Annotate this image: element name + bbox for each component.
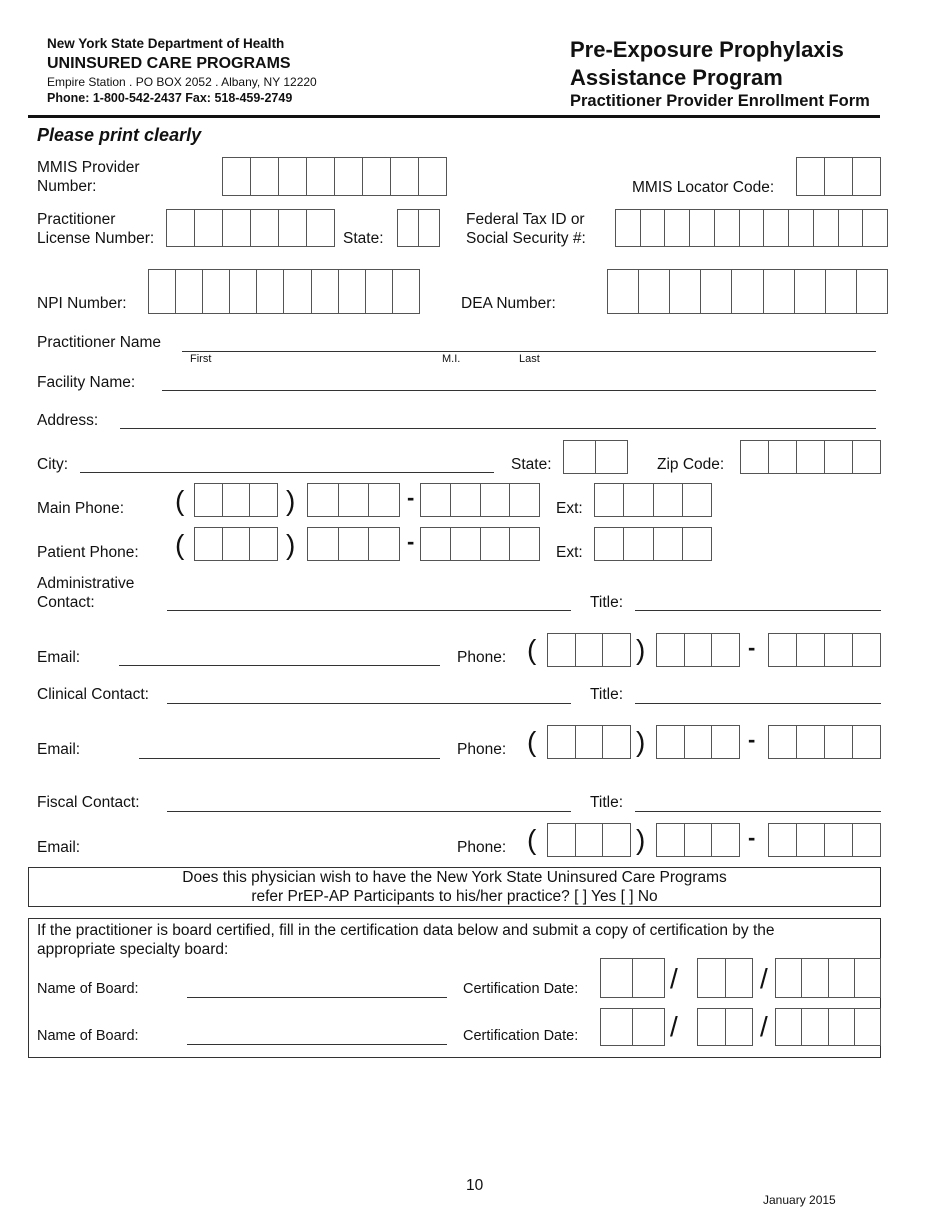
clinical-phone-line-input[interactable] xyxy=(768,725,881,759)
address-input[interactable] xyxy=(120,428,876,429)
char-cell[interactable] xyxy=(839,210,864,246)
main-phone-ext-input[interactable] xyxy=(594,483,712,517)
admin-phone-area-code-input[interactable] xyxy=(547,633,631,667)
tax-id-label-line2: Social Security #: xyxy=(466,230,586,247)
char-cell[interactable] xyxy=(712,824,739,856)
char-cell[interactable] xyxy=(685,726,713,758)
char-cell[interactable] xyxy=(657,824,685,856)
main-phone-prefix-input[interactable] xyxy=(307,483,400,517)
char-cell[interactable] xyxy=(829,1009,855,1045)
char-cell[interactable] xyxy=(825,726,853,758)
char-cell[interactable] xyxy=(548,634,576,666)
char-cell[interactable] xyxy=(715,210,740,246)
char-cell[interactable] xyxy=(548,824,576,856)
char-cell[interactable] xyxy=(279,158,307,195)
char-cell[interactable] xyxy=(167,210,195,246)
referral-question-line2[interactable]: refer PrEP-AP Participants to his/her practice? [ ] Yes [ ] No xyxy=(251,888,658,905)
admin-phone-label: Phone: xyxy=(457,649,507,666)
char-cell[interactable] xyxy=(797,726,825,758)
char-cell[interactable] xyxy=(251,158,279,195)
admin-phone-dash: - xyxy=(748,635,756,660)
char-cell[interactable] xyxy=(769,824,797,856)
mmis-locator-label: MMIS Locator Code: xyxy=(632,179,775,196)
char-cell[interactable] xyxy=(789,210,814,246)
char-cell[interactable] xyxy=(769,634,797,666)
admin-phone-open-paren: ( xyxy=(527,634,537,665)
char-cell[interactable] xyxy=(797,824,825,856)
char-cell[interactable] xyxy=(624,528,653,560)
cert-date-2-slash-b: / xyxy=(760,1011,768,1042)
char-cell[interactable] xyxy=(690,210,715,246)
admin-contact-input[interactable] xyxy=(167,610,571,611)
char-cell[interactable] xyxy=(683,484,711,516)
char-cell[interactable] xyxy=(825,634,853,666)
char-cell[interactable] xyxy=(776,1009,802,1045)
char-cell[interactable] xyxy=(339,528,370,560)
main-phone-dash: - xyxy=(407,485,415,510)
zip-label: Zip Code: xyxy=(657,456,725,473)
char-cell[interactable] xyxy=(855,959,880,997)
char-cell[interactable] xyxy=(419,210,439,246)
clinical-phone-label: Phone: xyxy=(457,741,507,758)
char-cell[interactable] xyxy=(741,441,769,473)
fiscal-phone-close-paren: ) xyxy=(636,824,646,855)
main-phone-label: Main Phone: xyxy=(37,500,125,517)
cert-date-2-year-input[interactable] xyxy=(775,1008,881,1046)
cert-date-2-month-input[interactable] xyxy=(600,1008,665,1046)
char-cell[interactable] xyxy=(712,634,739,666)
char-cell[interactable] xyxy=(776,959,802,997)
char-cell[interactable] xyxy=(451,484,481,516)
mmis-provider-label-line2: Number: xyxy=(37,178,97,195)
char-cell[interactable] xyxy=(451,528,481,560)
org-name: New York State Department of Health xyxy=(47,36,285,51)
char-cell[interactable] xyxy=(203,270,230,313)
fiscal-phone-open-paren: ( xyxy=(527,824,537,855)
main-phone-line-input[interactable] xyxy=(420,483,540,517)
city-input[interactable] xyxy=(80,472,494,473)
first-name-caption: First xyxy=(190,353,212,365)
char-cell[interactable] xyxy=(853,158,880,195)
char-cell[interactable] xyxy=(797,158,825,195)
char-cell[interactable] xyxy=(576,726,604,758)
tax-id-label-line1: Federal Tax ID or xyxy=(466,211,585,228)
fiscal-phone-label: Phone: xyxy=(457,839,507,856)
license-label-line2: License Number: xyxy=(37,230,155,247)
patient-phone-label: Patient Phone: xyxy=(37,544,139,561)
cert-date-1-month-input[interactable] xyxy=(600,958,665,998)
char-cell[interactable] xyxy=(393,270,419,313)
char-cell[interactable] xyxy=(726,959,753,997)
admin-contact-label-line2: Contact: xyxy=(37,594,95,611)
char-cell[interactable] xyxy=(603,824,630,856)
char-cell[interactable] xyxy=(223,210,251,246)
char-cell[interactable] xyxy=(685,824,713,856)
npi-number-input[interactable] xyxy=(148,269,420,314)
fiscal-contact-label: Fiscal Contact: xyxy=(37,794,140,811)
main-phone-area-code-input[interactable] xyxy=(194,483,278,517)
tax-id-input[interactable] xyxy=(615,209,888,247)
char-cell[interactable] xyxy=(421,528,451,560)
char-cell[interactable] xyxy=(814,210,839,246)
header-rule xyxy=(28,115,880,118)
board-name-input-2[interactable] xyxy=(187,1044,447,1045)
fiscal-contact-input[interactable] xyxy=(167,811,571,812)
certification-intro-line2: appropriate specialty board: xyxy=(37,941,229,958)
fiscal-phone-area-code-input[interactable] xyxy=(547,823,631,857)
char-cell[interactable] xyxy=(603,634,630,666)
license-label-line1: Practitioner xyxy=(37,211,116,228)
char-cell[interactable] xyxy=(698,959,726,997)
char-cell[interactable] xyxy=(608,270,639,313)
certification-intro-line1: If the practitioner is board certified, fill in the certification data below and submit a copy of certification by the xyxy=(37,922,775,939)
patient-phone-dash: - xyxy=(407,529,415,554)
char-cell[interactable] xyxy=(419,158,446,195)
board-name-input-1[interactable] xyxy=(187,997,447,998)
admin-contact-label-line1: Administrative xyxy=(37,575,135,592)
char-cell[interactable] xyxy=(510,484,539,516)
form-date: January 2015 xyxy=(763,1193,836,1207)
license-state-label: State: xyxy=(343,230,384,247)
admin-contact-label xyxy=(37,574,134,612)
char-cell[interactable] xyxy=(863,210,887,246)
patient-phone-line-input[interactable] xyxy=(420,527,540,561)
clinical-phone-prefix-input[interactable] xyxy=(656,725,740,759)
char-cell[interactable] xyxy=(398,210,419,246)
char-cell[interactable] xyxy=(683,528,711,560)
char-cell[interactable] xyxy=(670,270,701,313)
char-cell[interactable] xyxy=(826,270,857,313)
mmis-provider-label-line1: MMIS Provider xyxy=(37,159,140,176)
char-cell[interactable] xyxy=(481,484,511,516)
char-cell[interactable] xyxy=(764,210,789,246)
fiscal-phone-line-input[interactable] xyxy=(768,823,881,857)
char-cell[interactable] xyxy=(601,959,633,997)
city-state-input[interactable] xyxy=(563,440,628,474)
char-cell[interactable] xyxy=(223,484,251,516)
city-state-label: State: xyxy=(511,456,552,473)
cert-date-2-slash-a: / xyxy=(670,1011,678,1042)
form-title-line2: Assistance Program xyxy=(570,65,783,90)
main-phone-close-paren: ) xyxy=(286,485,296,516)
board-name-label-1: Name of Board: xyxy=(37,981,139,997)
char-cell[interactable] xyxy=(223,528,251,560)
char-cell[interactable] xyxy=(251,210,279,246)
char-cell[interactable] xyxy=(732,270,763,313)
char-cell[interactable] xyxy=(797,441,825,473)
page-number: 10 xyxy=(466,1177,484,1194)
clinical-phone-area-code-input[interactable] xyxy=(547,725,631,759)
char-cell[interactable] xyxy=(284,270,311,313)
char-cell[interactable] xyxy=(421,484,451,516)
char-cell[interactable] xyxy=(641,210,666,246)
char-cell[interactable] xyxy=(601,1009,633,1045)
print-clearly-note: Please print clearly xyxy=(37,125,202,145)
patient-phone-area-code-input[interactable] xyxy=(194,527,278,561)
admin-title-input[interactable] xyxy=(635,610,881,611)
org-phone-fax: Phone: 1-800-542-2437 Fax: 518-459-2749 xyxy=(47,91,293,105)
admin-email-label: Email: xyxy=(37,649,81,666)
clinical-phone-dash: - xyxy=(748,727,756,752)
middle-initial-caption: M.I. xyxy=(442,353,461,365)
char-cell[interactable] xyxy=(576,634,604,666)
char-cell[interactable] xyxy=(548,726,576,758)
char-cell[interactable] xyxy=(740,210,765,246)
cert-date-1-slash-b: / xyxy=(760,963,768,994)
clinical-title-label: Title: xyxy=(590,686,624,703)
form-subtitle: Practitioner Provider Enrollment Form xyxy=(570,92,870,110)
license-state-input[interactable] xyxy=(397,209,440,247)
clinical-contact-input[interactable] xyxy=(167,703,571,704)
cert-date-label-2: Certification Date: xyxy=(463,1028,579,1044)
admin-title-label: Title: xyxy=(590,594,624,611)
mmis-provider-label xyxy=(37,158,140,196)
char-cell[interactable] xyxy=(257,270,284,313)
char-cell[interactable] xyxy=(802,959,828,997)
char-cell[interactable] xyxy=(335,158,363,195)
char-cell[interactable] xyxy=(795,270,826,313)
clinical-title-input[interactable] xyxy=(635,703,881,704)
char-cell[interactable] xyxy=(616,210,641,246)
char-cell[interactable] xyxy=(769,726,797,758)
char-cell[interactable] xyxy=(825,158,853,195)
dea-number-input[interactable] xyxy=(607,269,888,314)
clinical-phone-close-paren: ) xyxy=(636,726,646,757)
clinical-phone-open-paren: ( xyxy=(527,726,537,757)
char-cell[interactable] xyxy=(853,441,880,473)
char-cell[interactable] xyxy=(564,441,596,473)
char-cell[interactable] xyxy=(701,270,732,313)
char-cell[interactable] xyxy=(698,1009,726,1045)
char-cell[interactable] xyxy=(595,528,624,560)
char-cell[interactable] xyxy=(481,528,511,560)
clinical-email-input[interactable] xyxy=(139,758,440,759)
admin-email-input[interactable] xyxy=(119,665,440,666)
referral-question-box xyxy=(28,867,881,907)
admin-phone-close-paren: ) xyxy=(636,634,646,665)
license-label xyxy=(37,210,154,248)
char-cell[interactable] xyxy=(230,270,257,313)
facility-name-input[interactable] xyxy=(162,390,876,391)
fiscal-title-input[interactable] xyxy=(635,811,881,812)
char-cell[interactable] xyxy=(665,210,690,246)
patient-phone-close-paren: ) xyxy=(286,529,296,560)
char-cell[interactable] xyxy=(369,484,399,516)
cert-date-1-year-input[interactable] xyxy=(775,958,881,998)
clinical-contact-label: Clinical Contact: xyxy=(37,686,149,703)
char-cell[interactable] xyxy=(576,824,604,856)
patient-phone-prefix-input[interactable] xyxy=(307,527,400,561)
char-cell[interactable] xyxy=(369,528,399,560)
char-cell[interactable] xyxy=(363,158,391,195)
cert-date-1-day-input[interactable] xyxy=(697,958,753,998)
char-cell[interactable] xyxy=(307,158,335,195)
char-cell[interactable] xyxy=(510,528,539,560)
mmis-provider-number-input[interactable] xyxy=(222,157,447,196)
cert-date-label-1: Certification Date: xyxy=(463,981,579,997)
char-cell[interactable] xyxy=(308,528,339,560)
char-cell[interactable] xyxy=(195,484,223,516)
mmis-locator-code-input[interactable] xyxy=(796,157,881,196)
char-cell[interactable] xyxy=(825,824,853,856)
char-cell[interactable] xyxy=(624,484,653,516)
char-cell[interactable] xyxy=(312,270,339,313)
license-number-input[interactable] xyxy=(166,209,335,247)
main-phone-open-paren: ( xyxy=(175,485,185,516)
char-cell[interactable] xyxy=(685,634,713,666)
address-label: Address: xyxy=(37,412,99,429)
char-cell[interactable] xyxy=(802,1009,828,1045)
char-cell[interactable] xyxy=(307,210,334,246)
char-cell[interactable] xyxy=(855,1009,880,1045)
program-name: UNINSURED CARE PROGRAMS xyxy=(47,55,291,72)
char-cell[interactable] xyxy=(596,441,627,473)
tax-id-label xyxy=(466,210,586,248)
char-cell[interactable] xyxy=(149,270,176,313)
cert-date-2-day-input[interactable] xyxy=(697,1008,753,1046)
last-name-caption: Last xyxy=(519,353,540,365)
char-cell[interactable] xyxy=(250,484,277,516)
form-title xyxy=(570,36,844,92)
char-cell[interactable] xyxy=(764,270,795,313)
dea-label: DEA Number: xyxy=(461,295,556,312)
char-cell[interactable] xyxy=(797,634,825,666)
fiscal-title-label: Title: xyxy=(590,794,624,811)
clinical-email-label: Email: xyxy=(37,741,81,758)
city-label: City: xyxy=(37,456,68,473)
referral-question-line1: Does this physician wish to have the New York State Uninsured Care Programs xyxy=(182,869,727,886)
char-cell[interactable] xyxy=(339,484,370,516)
patient-phone-ext-input[interactable] xyxy=(594,527,712,561)
fiscal-email-label: Email: xyxy=(37,839,81,856)
practitioner-name-label: Practitioner Name xyxy=(37,334,162,351)
patient-phone-open-paren: ( xyxy=(175,529,185,560)
char-cell[interactable] xyxy=(176,270,203,313)
char-cell[interactable] xyxy=(195,528,223,560)
zip-code-input[interactable] xyxy=(740,440,881,474)
cert-date-1-slash-a: / xyxy=(670,963,678,994)
char-cell[interactable] xyxy=(308,484,339,516)
char-cell[interactable] xyxy=(657,726,685,758)
char-cell[interactable] xyxy=(654,484,683,516)
facility-name-label: Facility Name: xyxy=(37,374,136,391)
char-cell[interactable] xyxy=(339,270,366,313)
char-cell[interactable] xyxy=(712,726,739,758)
char-cell[interactable] xyxy=(366,270,393,313)
char-cell[interactable] xyxy=(250,528,277,560)
char-cell[interactable] xyxy=(391,158,419,195)
npi-label: NPI Number: xyxy=(37,295,127,312)
char-cell[interactable] xyxy=(654,528,683,560)
practitioner-name-input[interactable] xyxy=(182,351,876,352)
char-cell[interactable] xyxy=(853,634,880,666)
char-cell[interactable] xyxy=(603,726,630,758)
org-address: Empire Station . PO BOX 2052 . Albany, NY 12220 xyxy=(47,75,317,89)
char-cell[interactable] xyxy=(633,959,664,997)
char-cell[interactable] xyxy=(657,634,685,666)
fiscal-phone-prefix-input[interactable] xyxy=(656,823,740,857)
char-cell[interactable] xyxy=(857,270,887,313)
main-phone-ext-label: Ext: xyxy=(556,500,583,517)
char-cell[interactable] xyxy=(853,726,880,758)
certification-intro xyxy=(37,921,775,959)
fiscal-phone-dash: - xyxy=(748,825,756,850)
char-cell[interactable] xyxy=(829,959,855,997)
admin-phone-line-input[interactable] xyxy=(768,633,881,667)
char-cell[interactable] xyxy=(853,824,880,856)
char-cell[interactable] xyxy=(639,270,670,313)
char-cell[interactable] xyxy=(726,1009,753,1045)
char-cell[interactable] xyxy=(633,1009,664,1045)
char-cell[interactable] xyxy=(769,441,797,473)
char-cell[interactable] xyxy=(595,484,624,516)
char-cell[interactable] xyxy=(223,158,251,195)
char-cell[interactable] xyxy=(279,210,307,246)
admin-phone-prefix-input[interactable] xyxy=(656,633,740,667)
patient-phone-ext-label: Ext: xyxy=(556,544,583,561)
char-cell[interactable] xyxy=(825,441,853,473)
board-name-label-2: Name of Board: xyxy=(37,1028,139,1044)
form-title-line1: Pre-Exposure Prophylaxis xyxy=(570,37,844,62)
char-cell[interactable] xyxy=(195,210,223,246)
